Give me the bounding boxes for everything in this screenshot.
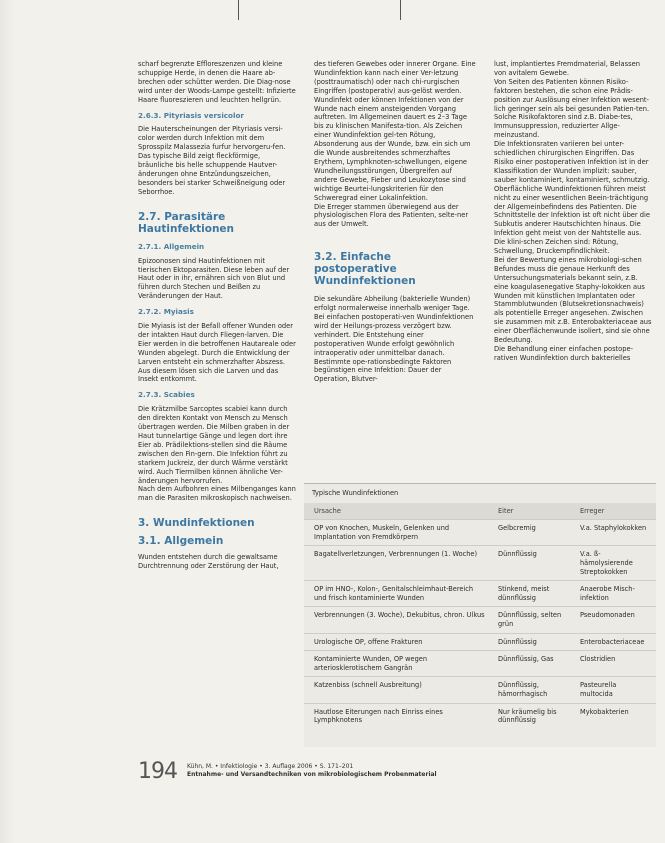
column-header: Eiter xyxy=(498,506,514,515)
table-cell: V.a. ß-hämolysierende Streptokokken xyxy=(574,546,656,581)
paragraph: Die Myiasis ist der Befall offener Wunden oder der intakten Haut durch Fliegen-larven. Die Eier werden in die betroffenen Hautareale oder Wunden abgelegt. Durch die Entwicklung der Larven entsteht ein schmerzhafter Abszess. Aus diesem lösen sich die Larven und das Insekt entkommt. xyxy=(138,322,296,384)
column-left xyxy=(138,60,296,571)
paragraph: Die Krätzmilbe Sarcoptes scabiei kann durch den direkten Kontakt von Mensch zu Mensch übertragen werden. Die Milben graben in der Haut tunnelartige Gänge und legen dort ihre Eier ab. Prädilektions-stellen sind die Räume zwischen den Fin-gern. Die Infektion führt zu starkem Juckreiz, der durch Wärme verstärkt wird. Auch Tiermilben können ähnliche Ver-änderungen hervorrufen. xyxy=(138,405,290,485)
paragraph: Nach dem Aufbohren eines Milbenganges kann man die Parasiten mikroskopisch nachweisen. xyxy=(138,485,296,503)
footer-subtitle: Entnahme- und Versandtechniken von mikrobiologischem Probenmaterial xyxy=(187,771,437,778)
crop-mark xyxy=(400,0,401,20)
heading-scabies: 2.7.3. Scabies xyxy=(138,390,195,400)
table-cell: Dünnflüssig, Gas xyxy=(492,651,574,677)
paragraph: Die sekundäre Abheilung (bakterielle Wunden) erfolgt normalerweise innerhalb weniger Tage. Bei einfachen postoperati-ven Wundinfektionen wird der Heilungs-prozess verzögert bzw. verhindert. Die Entstehung einer postoperativen Wunde erfolgt gewöhnlich intraoperativ oder unmittelbar danach. Bestimmte ope-rationsbedingte Faktoren begünstigen eine Infektion: Dauer der Operation, Blutver- xyxy=(314,295,474,384)
heading-parasitic-infections: 2.7. Parasitäre Hautinfektionen xyxy=(138,210,235,235)
table-cell: Nur kräumelig bis dünnflüssig xyxy=(492,703,574,729)
table xyxy=(304,503,656,729)
table-cell: OP von Knochen, Muskeln, Gelenken und Implantation von Fremdkörpern xyxy=(304,520,492,546)
table-row xyxy=(304,581,656,607)
paragraph: Die Behandlung einer einfachen postope-rativen Wundinfektion durch bakterielles xyxy=(494,345,634,362)
table-cell: V.a. Staphylokokken xyxy=(574,520,656,546)
table-cell: Stinkend, meist dünnflüssig xyxy=(492,581,574,607)
table-cell: Pseudomonaden xyxy=(574,607,656,633)
scan-edge xyxy=(0,0,14,843)
paragraph: lust, implantiertes Fremdmaterial, Belassen von avitalem Gewebe. xyxy=(494,60,640,77)
table-header-row xyxy=(304,503,656,520)
table-cell: Bagatellverletzungen, Verbrennungen (1. Woche) xyxy=(304,546,492,581)
heading-general-wounds: 3.1. Allgemein xyxy=(138,535,224,548)
heading-postoperative-infections: 3.2. Einfache postoperative Wundinfektionen xyxy=(314,251,416,288)
table-cell: Verbrennungen (3. Woche), Dekubitus, chron. Ulkus xyxy=(304,607,492,633)
paragraph: Epizoonosen sind Hautinfektionen mit tierischen Ektoparasiten. Diese leben auf der Haut oder in ihr, ernähren sich von Blut und führen durch Stechen und Beißen zu Veränderungen der Haut. xyxy=(138,256,290,301)
column-right xyxy=(494,60,654,363)
table-cell: Urologische OP, offene Frakturen xyxy=(304,633,492,651)
table-cell: Kontaminierte Wunden, OP wegen arteriosklerotischem Gangrän xyxy=(304,651,492,677)
paragraph: Die Infektionsraten variieren bei unter-schiedlichen chirurgischen Eingriffen. Das Risiko einer postoperativen Infektion ist in der Klassifikation der Wunden implizit: sauber, sauber kontaminiert, kontaminiert, schmutzig. xyxy=(494,140,650,184)
table-cell: Clostridien xyxy=(574,651,656,677)
table-cell: Gelbcremig xyxy=(492,520,574,546)
footer-line: Kühn, M. • Infektiologie • 3. Auflage 2006 • S. 171–201 xyxy=(187,763,354,770)
table-cell: Dünnflüssig, hämorrhagisch xyxy=(492,677,574,703)
table-title: Typische Wundinfektionen xyxy=(312,489,399,497)
column-header: Erreger xyxy=(580,506,605,515)
crop-mark xyxy=(238,0,239,20)
table-cell: Hautlose Eiterungen nach Einriss eines Lymphknotens xyxy=(304,703,492,729)
table-cell: Anaerobe Misch-infektion xyxy=(574,581,656,607)
table-row xyxy=(304,677,656,703)
footer-citation xyxy=(187,763,437,779)
paragraph: Oberflächliche Wundinfektionen führen meist nicht zu einer wesentlichen Beein-trächtigung der Allgemeinbefindens des Patienten. Die Schnittstelle der Infektion ist oft nicht über die Subkutis anderer Hautschichten hinaus. Die Infektion geht meist von der Nahtstelle aus. Die klini-schen Zeichen sind: Rötung, Schwellung, Druckempfindlichkeit. xyxy=(494,184,651,256)
table-cell: Dünnflüssig xyxy=(492,546,574,581)
table-cell: Katzenbiss (schnell Ausbreitung) xyxy=(304,677,492,703)
table-cell: Enterobacteriaceae xyxy=(574,633,656,651)
table-cell: Pasteurella multocida xyxy=(574,677,656,703)
page-footer xyxy=(138,756,437,786)
page-number: 194 xyxy=(138,758,177,784)
heading-wound-infections: 3. Wundinfektionen xyxy=(138,517,255,530)
heading-myiasis: 2.7.2. Myiasis xyxy=(138,307,194,317)
table-cell: Dünnflüssig xyxy=(492,633,574,651)
table-row xyxy=(304,607,656,633)
table-row xyxy=(304,546,656,581)
table-cell: Mykobakterien xyxy=(574,703,656,729)
paragraph: Die Hauterscheinungen der Pityriasis versi-color werden durch Infektion mit dem Sprosspilz Malassezia furfur hervorgeru-fen. Das typische Bild zeigt fleckförmige, bräunliche bis helle schuppende Hautver-änderungen ohne Entzündungszeichen, besonders bei starker Schweißneigung oder Seborrhoe. xyxy=(138,125,286,196)
wound-infections-table xyxy=(304,483,656,747)
table-row xyxy=(304,703,656,729)
column-middle xyxy=(314,60,476,384)
table-row xyxy=(304,520,656,546)
paragraph: Wundinfekt oder können Infektionen von der Wunde nach einem ansteigenden Vorgang auftreten. Im Allgemeinen dauert es 2–3 Tage bis zu klinischen Manifesta-tion. Als Zeichen einer Wundinfektion gel-ten Rötung, Absonderung aus der Wunde, bzw. ein sich um die Wunde ausbreitendes schmerzhaftes Erythem, Lymphknoten-schwellungen, eigene Wundheilungsstörungen, Übergreifen auf andere Gewebe, Fieber und Leukozytose sind wichtige Beurtei-lungskriterien für den Schweregrad einer Lokalinfektion. xyxy=(314,95,471,202)
table-row xyxy=(304,651,656,677)
paragraph: Wunden entstehen durch die gewaltsame Durchtrennung oder Zerstörung der Haut, xyxy=(138,553,279,571)
table-cell: OP im HNO-, Kolon-, Genitalschleimhaut-Bereich und frisch kontaminierte Wunden xyxy=(304,581,492,607)
column-header: Ursache xyxy=(314,506,341,515)
heading-pityriasis: 2.6.3. Pityriasis versicolor xyxy=(138,110,244,120)
paragraph: des tieferen Gewebes oder innerer Organe. Eine Wundinfektion kann nach einer Ver-letzung (posttraumatisch) oder nach chi-rurgischen Eingriffen (postoperativ) aus-gelöst werden. xyxy=(314,60,476,95)
table-row xyxy=(304,633,656,651)
heading-general-parasitic: 2.7.1. Allgemein xyxy=(138,241,205,251)
paragraph: Die Erreger stammen überwiegend aus der physiologischen Flora des Patienten, selte-ner aus der Umwelt. xyxy=(314,202,469,229)
paragraph: scharf begrenzte Effloreszenzen und kleine schuppige Herde, in denen die Haare ab-brechen oder schütter werden. Die Diag-nose wird unter der Woods-Lampe gestellt: Infizierte Haare fluoreszieren und leuchten hellgrün. xyxy=(138,60,296,104)
paragraph: Bei der Bewertung eines mikrobiologi-schen Befundes muss die genaue Herkunft des Untersuchungsmaterials bekannt sein, z.B. eine koagulasenegative Staphy-lokokken aus Wunden mit künstlichen Implantaten oder Stammblutwunden (Blutsekretionsnachweis) als potentielle Erreger angesehen. Zwischen sie zusammen mit z.B. Enterobakteriaceae aus einer Oberflächenwunde isoliert, sind sie ohne Bedeutung. xyxy=(494,255,652,345)
paragraph: Von Seiten des Patienten können Risiko-faktoren bestehen, die schon eine Prädis-position zur Auslösung einer Infektion wesent-lich geringer sein als bei gesunden Patien-ten. Solche Risikofaktoren sind z.B. Diabe-tes, Immunsuppression, reduzierter Allge-meinzustand. xyxy=(494,77,650,140)
table-cell: Dünnflüssig, selten grün xyxy=(492,607,574,633)
